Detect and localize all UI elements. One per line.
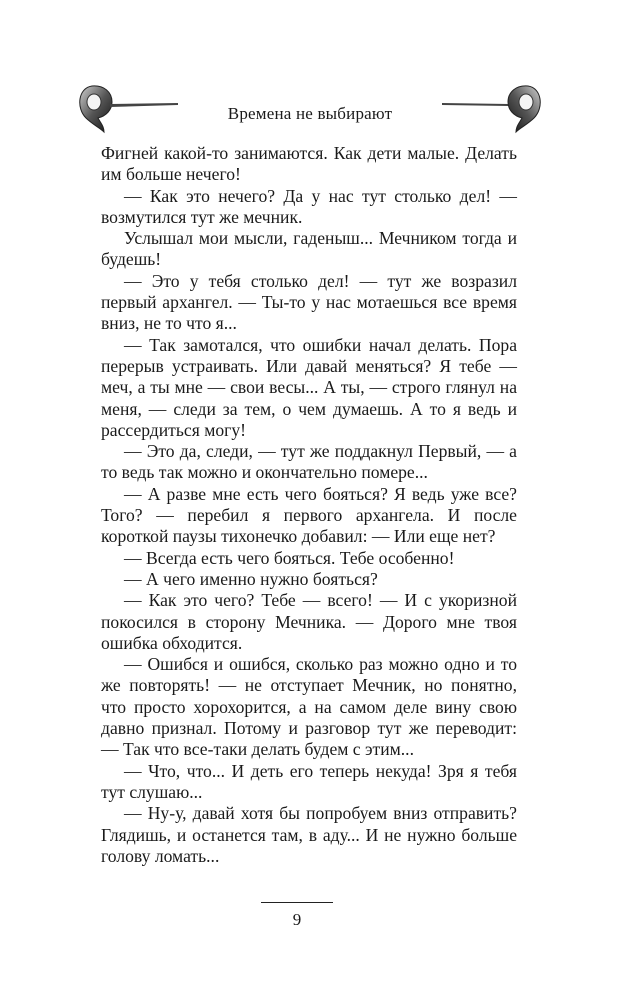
paragraph: Фигней какой-то занимаются. Как дети малые. Делать им больше нечего! — [101, 143, 517, 185]
page-header — [70, 76, 550, 136]
footer-rule — [261, 902, 333, 903]
paragraph: — Это у тебя столько дел! — тут же возразил первый архангел. — Ты-то у нас мотаешься все время вниз, не то что я... — [101, 270, 517, 334]
scroll-ornament-right-icon — [438, 78, 550, 139]
paragraph: — Всегда есть чего бояться. Тебе особенно! — [124, 547, 455, 568]
body-text — [101, 143, 517, 867]
paragraph: — Это да, следи, — тут же поддакнул Первый, — а то ведь так можно и окончательно помере... — [101, 441, 517, 483]
paragraph: — Что, что... И деть его теперь некуда! Зря я тебя тут слушаю... — [101, 760, 517, 802]
paragraph: — Так замотался, что ошибки начал делать. Пора перерыв устраивать. Или давай меняться? Я тебе — меч, а ты мне — свои весы... А ты, — строго глянул на меня, — следи за тем, о чем думаешь. А то я ведь и рассердиться могу! — [101, 334, 517, 440]
paragraph: — Как это чего? Тебе — всего! — И с укоризной покосился в сторону Мечника. — Дорого мне твоя ошибка обходится. — [101, 590, 517, 653]
paragraph: — Как это нечего? Да у нас тут столько дел! — возмутился тут же мечник. — [101, 185, 517, 227]
page-number: 9 — [292, 910, 302, 929]
paragraph: — Ну-у, давай хотя бы попробуем вниз отправить? Глядишь, и останется там, в аду... И не нужно больше голову ломать... — [101, 803, 517, 866]
paragraph: — Ошибся и ошибся, сколько раз можно одно и то же повторять! — не отступает Мечник, но понятно, что просто хорохорится, а на самом деле вину свою давно признал. Потому и разговор тут же переводит: — Так что все-таки делать будем с этим... — [101, 654, 517, 760]
paragraph: — А разве мне есть чего бояться? Я ведь уже все? Того? — перебил я первого архангела. И после короткой паузы тихонечко добавил: — Или еще нет? — [101, 483, 517, 547]
running-title: Времена не выбирают — [227, 104, 393, 123]
paragraph: Услышал мои мысли, гаденыш... Мечником тогда и будешь! — [101, 228, 517, 270]
paragraph: — А чего именно нужно бояться? — [124, 568, 378, 589]
